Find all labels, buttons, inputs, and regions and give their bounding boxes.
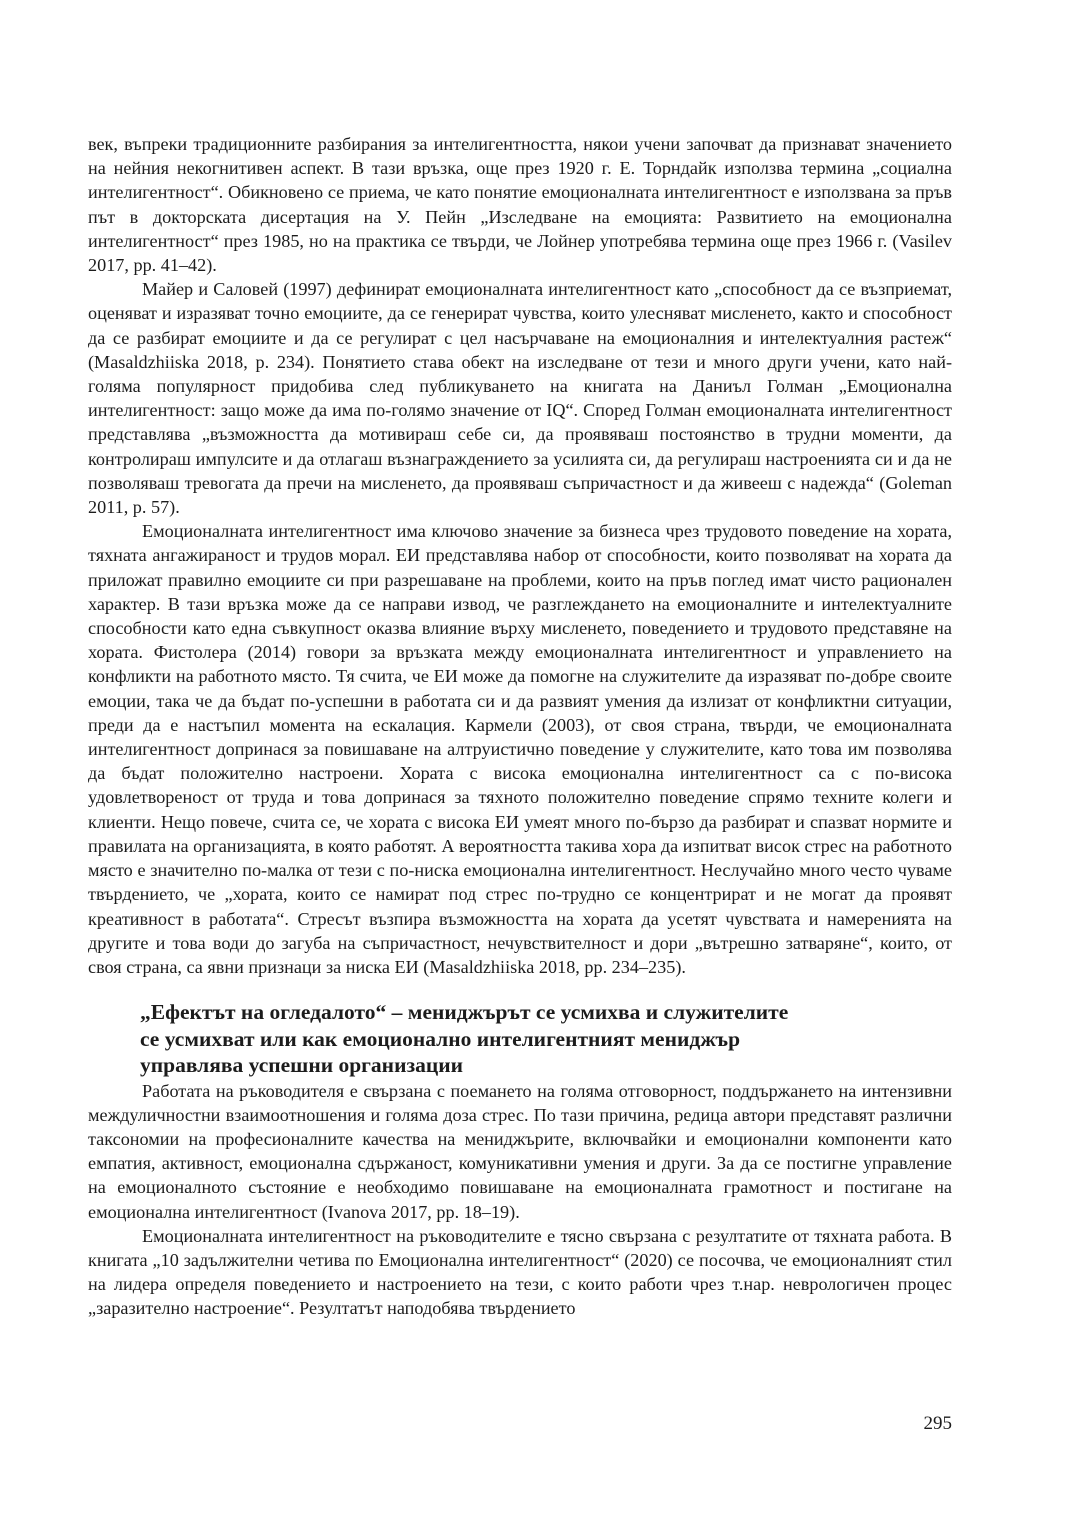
section-heading — [88, 999, 952, 1079]
section-heading-line-1: „Ефектът на огледалото“ – мениджърът се усмихва и служителите — [140, 1000, 789, 1025]
body-paragraph-3: Емоционалната интелигентност има ключово значение за бизнеса чрез трудовото поведение на хората, тяхната ангажираност и трудов морал. ЕИ представлява набор от способности, които позволяват на хората да приложат правилно емоциите си при разрешаване на проблеми, които на пръв поглед имат чисто рационален характер. В тази връзка може да се направи извод, че разглеждането на емоционалните и интелектуалните способности като една съвкупност оказва влияние върху мисленето, поведението и трудовото представяне на хората. Фистолера (2014) говори за връзката между емоционалната интелигентност и управлението на конфликти на работното място. Тя счита, че ЕИ може да помогне на служителите да изразяват по-добре своите емоции, така че да бъдат по-успешни в работата си и да развият умения да излизат от конфликтни ситуации, преди да е настъпил момента на ескалация. Кармели (2003), от своя страна, твърди, че емоционалната интелигентност допринася за повишаване на алтруистично поведение у служителите, като това им позволява да бъдат положително настроени. Хората с висока емоционална интелигентност са с по-висока удовлетвореност от труда и това допринася за тяхното положително поведение спрямо техните колеги и клиенти. Нещо повече, счита се, че хората с висока ЕИ умеят много по-бързо да разбират и спазват нормите и правилата на организацията, в която работят. А вероятността такива хора да изпитват висок стрес на работното място е значително по-малка от тези с по-ниска емоционална интелигентност. Неслучайно много често чуваме твърдението, че „хората, които се намират под стрес по-трудно се концентрират и не могат да проявят креативност в работата“. Стресът възпира възможността на хората да усетят чувствата и намеренията на другите и това води до загуба на съпричастност, нечувствителност и дори „вътрешно затваряне“, които, от своя страна, са явни признаци за ниска ЕИ (Masaldzhiiska 2018, pp. 234–235). — [88, 521, 952, 977]
body-paragraph-1: век, въпреки традиционните разбирания за интелигентността, някои учени започват да признават значението на нейния некогнитивен аспект. В тази връзка, още през 1920 г. Е. Торндайк използва термина „социална интелигентност“. Обикновено се приема, че като понятие емоционалната интелигентност е използвана за пръв път в докторската дисертация на У. Пейн „Изследване на емоцията: Развитието на емоционална интелигентност“ през 1985, но на практика се твърди, че Лойнер употребява термина още през 1966 г. (Vasilev 2017, pp. 41–42). — [88, 134, 952, 276]
page-number: 295 — [923, 1413, 952, 1434]
section-heading-line-3: управлява успешни организации — [140, 1053, 464, 1078]
section-heading-line-2: се усмихват или как емоционално интелигентният мениджър — [140, 1026, 741, 1051]
body-paragraph-4: Работата на ръководителя е свързана с поемането на голяма отговорност, поддържането на интензивни междуличностни взаимоотношения и голяма доза стрес. По тази причина, редица автори представят различни таксономии на професионалните качества на мениджърите, включвайки и емоционални компоненти като емпатия, активност, емоционална сдържаност, комуникативни умения и други. За да се постигне управление на емоционалното състояние е необходимо повишаване на емоционалната грамотност и постигане на емоционална интелигентност (Ivanova 2017, pp. 18–19). — [88, 1080, 952, 1222]
body-paragraph-5: Емоционалната интелигентност на ръководителите е тясно свързана с резултатите от тяхната работа. В книгата „10 задължителни четива по Емоционална интелигентност“ (2020) се посочва, че емоционалният стил на лидера определя поведението и настроението на тези, с които работи чрез т.нар. неврологичен процес „заразително настроение“. Резултатът наподобява твърдението — [88, 1225, 952, 1319]
body-paragraph-2: Майер и Саловей (1997) дефинират емоционалната интелигентност като „способност да се възприемат, оценяват и изразяват точно емоциите, да се генерират чувства, които улесняват мисленето, както и способност да се разбират емоциите и да се регулират с цел насърчаване на емоционалния и интелектуалния растеж“ (Masaldzhiiska 2018, p. 234). Понятието става обект на изследване от тези и много други учени, като най-голяма популярност придобива след публикуването на книгата на Даниъл Голман „Емоционална интелигентност: защо може да има по-голямо значение от IQ“. Според Голман емоционалната интелигентност представлява „възможността да мотивираш себе си, да проявяваш постоянство в трудни моменти, да контролираш импулсите и да отлагаш възнаграждението за усилията си, да регулираш настроенията си и да не позволяваш тревогата да пречи на мисленето, да проявяваш съпричастност и да живееш с надежда“ (Goleman 2011, p. 57). — [88, 279, 952, 518]
page-content — [88, 132, 952, 1321]
